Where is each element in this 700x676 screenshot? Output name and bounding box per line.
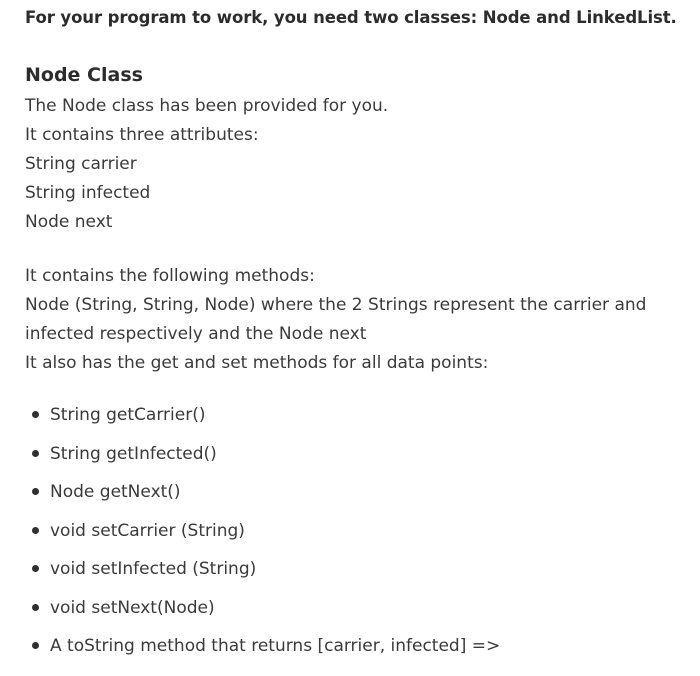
paragraph-line: infected respectively and the Node next xyxy=(25,324,367,344)
list-item xyxy=(25,515,500,554)
list-item-label: A toString method that returns [carrier, infected] => xyxy=(50,636,501,656)
paragraph-line: Node (String, String, Node) where the 2 Strings represent the carrier and xyxy=(25,295,647,315)
paragraph-line: It contains three attributes: xyxy=(25,125,259,145)
attribute-line: Node next xyxy=(25,212,113,232)
bullet-icon xyxy=(32,411,39,418)
intro-text: For your program to work, you need two classes: Node and LinkedList. xyxy=(25,8,677,27)
bullet-icon xyxy=(32,450,39,457)
bullet-icon xyxy=(32,488,39,495)
methods-list xyxy=(25,399,500,669)
list-item-label: String getCarrier() xyxy=(50,405,206,425)
list-item-label: void setInfected (String) xyxy=(50,559,257,579)
list-item-label: Node getNext() xyxy=(50,482,181,502)
section-title: Node Class xyxy=(25,64,143,86)
paragraph-line: The Node class has been provided for you. xyxy=(25,96,389,116)
bullet-icon xyxy=(32,565,39,572)
bullet-icon xyxy=(32,527,39,534)
list-item-label: void setNext(Node) xyxy=(50,597,215,618)
bullet-icon xyxy=(32,604,39,611)
paragraph-line: It also has the get and set methods for all data points: xyxy=(25,353,489,373)
attribute-line: String infected xyxy=(25,183,151,203)
attributes-block xyxy=(25,92,388,237)
list-item-label: String getInfected() xyxy=(50,443,217,464)
list-item xyxy=(25,553,500,592)
list-item xyxy=(25,630,500,669)
list-item xyxy=(25,476,500,515)
list-item-label: void setCarrier (String) xyxy=(50,520,245,541)
paragraph-line: It contains the following methods: xyxy=(25,266,315,286)
methods-block xyxy=(25,262,646,378)
attribute-line: String carrier xyxy=(25,154,137,174)
list-item xyxy=(25,592,500,631)
list-item xyxy=(25,399,500,438)
bullet-icon xyxy=(32,642,39,649)
list-item xyxy=(25,438,500,477)
